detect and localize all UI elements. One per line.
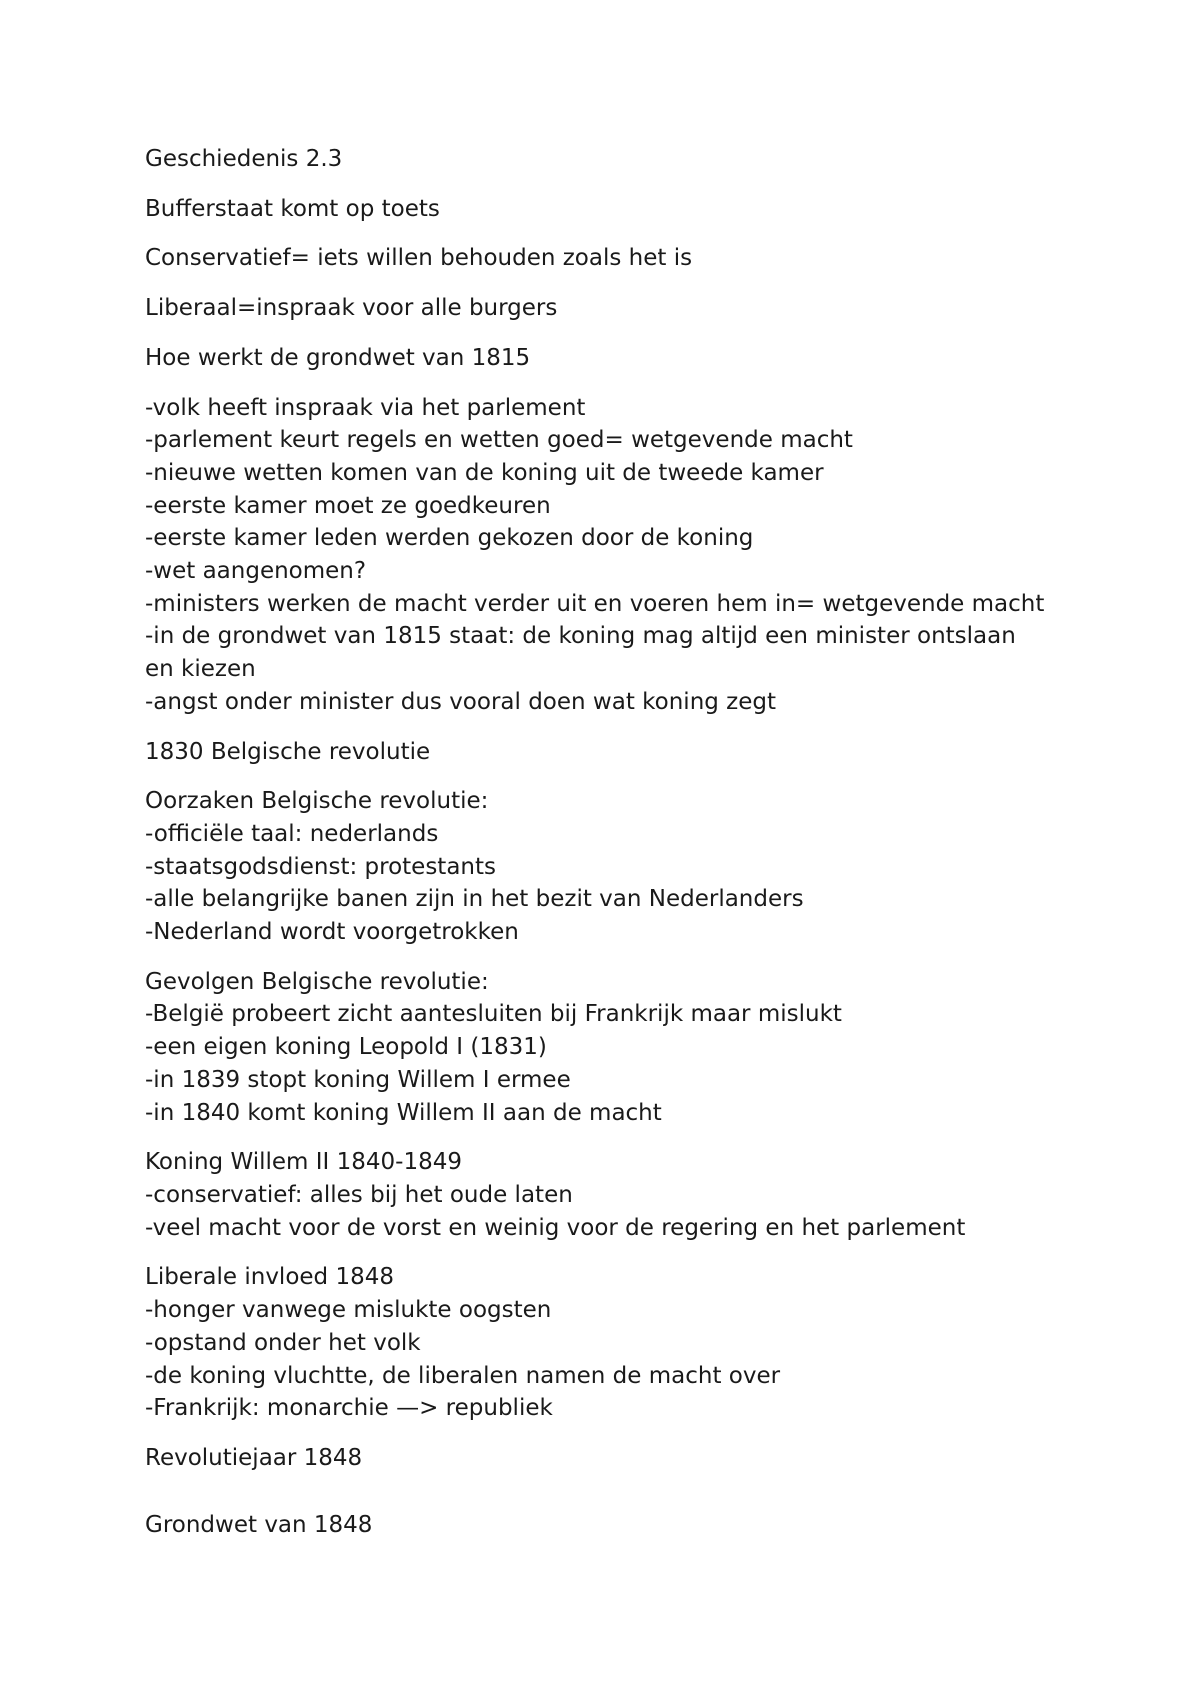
- document-page: [145, 143, 1045, 1558]
- section-heading: Grondwet van 1848: [145, 1511, 373, 1538]
- document-title: Geschiedenis 2.3: [145, 146, 343, 172]
- bullet-list-paragraph: [145, 1146, 1045, 1244]
- note-paragraph: [145, 193, 1045, 226]
- text-line: Conservatief= iets willen behouden zoals het is: [145, 245, 693, 272]
- list-item: -eerste kamer moet ze goedkeuren: [145, 492, 551, 519]
- bullet-list-paragraph: [145, 966, 1045, 1130]
- list-item: -een eigen koning Leopold I (1831): [145, 1034, 547, 1061]
- list-item: -in de grondwet van 1815 staat: de koning mag altijd een minister ontslaan en kiezen: [145, 623, 1016, 683]
- list-item: -angst onder minister dus vooral doen wat koning zegt: [145, 688, 777, 715]
- section-heading: Hoe werkt de grondwet van 1815: [145, 344, 531, 371]
- section-heading-paragraph: [145, 1509, 1045, 1542]
- definition-paragraph: [145, 292, 1045, 325]
- list-item: -eerste kamer leden werden gekozen door de koning: [145, 525, 754, 552]
- list-item: -veel macht voor de vorst en weinig voor de regering en het parlement: [145, 1214, 966, 1241]
- list-item: -opstand onder het volk: [145, 1329, 421, 1356]
- list-item: -parlement keurt regels en wetten goed= wetgevende macht: [145, 427, 853, 454]
- document-title-paragraph: [145, 143, 1045, 176]
- list-item: -België probeert zicht aantesluiten bij Frankrijk maar mislukt: [145, 1001, 842, 1028]
- list-item: -officiële taal: nederlands: [145, 820, 439, 847]
- list-item: -alle belangrijke banen zijn in het bezit van Nederlanders: [145, 886, 804, 913]
- list-item: -conservatief: alles bij het oude laten: [145, 1181, 573, 1208]
- bullet-list-paragraph: [145, 785, 1045, 949]
- definition-paragraph: [145, 242, 1045, 275]
- section-heading-paragraph: [145, 1442, 1045, 1475]
- list-heading: Liberale invloed 1848: [145, 1264, 394, 1291]
- text-line: Bufferstaat komt op toets: [145, 195, 440, 222]
- section-heading-paragraph: [145, 736, 1045, 769]
- text-line: Liberaal=inspraak voor alle burgers: [145, 295, 558, 322]
- bullet-list-paragraph: [145, 392, 1045, 719]
- list-heading: Gevolgen Belgische revolutie:: [145, 968, 489, 995]
- list-item: -nieuwe wetten komen van de koning uit de tweede kamer: [145, 459, 824, 486]
- section-heading-paragraph: [145, 342, 1045, 375]
- list-item: -in 1839 stopt koning Willem I ermee: [145, 1066, 571, 1093]
- list-item: -wet aangenomen?: [145, 558, 367, 585]
- section-heading: Revolutiejaar 1848: [145, 1444, 363, 1471]
- bullet-list-paragraph: [145, 1261, 1045, 1425]
- list-item: -staatsgodsdienst: protestants: [145, 853, 496, 880]
- list-heading: Koning Willem II 1840-1849: [145, 1149, 462, 1176]
- list-heading: Oorzaken Belgische revolutie:: [145, 788, 489, 815]
- list-item: -volk heeft inspraak via het parlement: [145, 394, 586, 421]
- section-heading: 1830 Belgische revolutie: [145, 738, 431, 765]
- list-item: -Frankrijk: monarchie —> republiek: [145, 1395, 553, 1422]
- list-item: -in 1840 komt koning Willem II aan de macht: [145, 1099, 662, 1126]
- list-item: -honger vanwege mislukte oogsten: [145, 1297, 552, 1324]
- list-item: -ministers werken de macht verder uit en voeren hem in= wetgevende macht: [145, 590, 1045, 617]
- list-item: -Nederland wordt voorgetrokken: [145, 919, 519, 946]
- list-item: -de koning vluchtte, de liberalen namen de macht over: [145, 1362, 781, 1389]
